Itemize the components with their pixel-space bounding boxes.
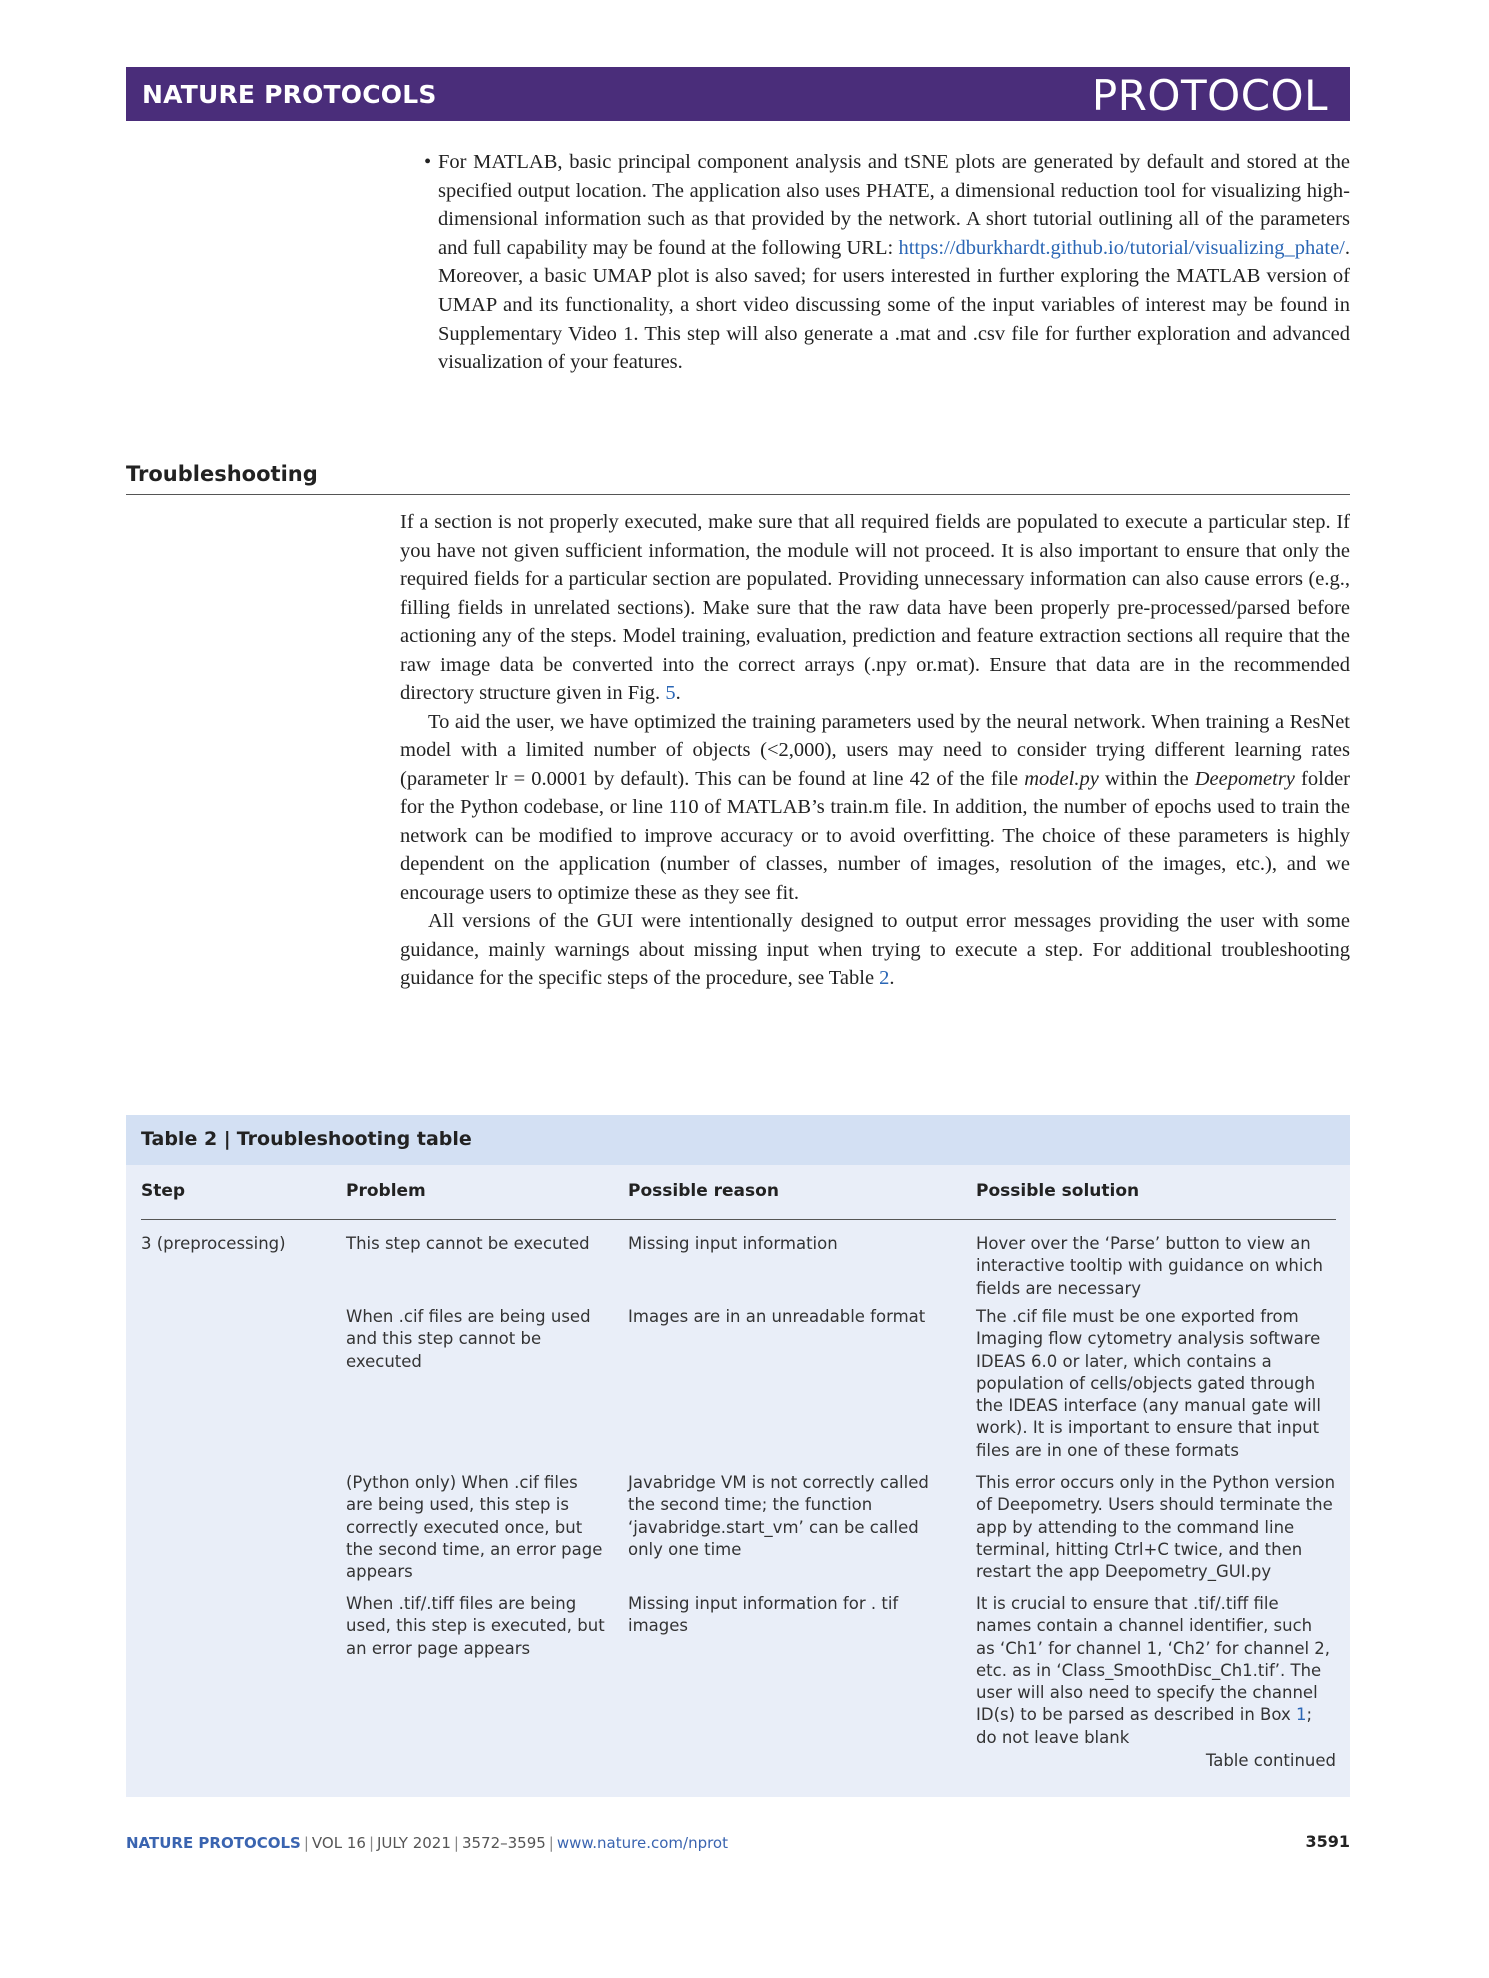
journal-name: NATURE PROTOCOLS (142, 80, 437, 109)
bullet-text-end: . Moreover, a basic UMAP plot is also saved; for users interested in further exploring the MATLAB version of UMAP and its functionality, a short video discussing some of the input variables of interest may be found in Supplementary Video 1. This step will also generate a .mat and .csv file for further exploration and advanced visualization of your features. (438, 236, 1350, 374)
troubleshooting-text (400, 508, 1350, 993)
file-name: model.py (1024, 767, 1099, 790)
column-header-step: Step (141, 1181, 186, 1201)
table-continued-note: Table continued (1205, 1751, 1336, 1770)
table-cell-solution: Hover over the ‘Parse’ button to view an interactive tooltip with guidance on which fields are necessary (976, 1234, 1323, 1298)
footer-journal: NATURE PROTOCOLS (126, 1834, 301, 1852)
section-title: Troubleshooting (126, 462, 318, 486)
table-ref-link[interactable]: 2 (879, 967, 890, 989)
table-header-rule (141, 1219, 1336, 1220)
table-cell-solution: This error occurs only in the Python version of Deepometry. Users should terminate the app by attending to the command line terminal, hitting Ctrl+C twice, and then restart the app Deepometry_GUI.py (976, 1473, 1336, 1582)
troubleshooting-table (126, 1115, 1350, 1797)
table-cell-reason: Images are in an unreadable format (628, 1307, 926, 1326)
table-cell-step: 3 (preprocessing) (141, 1234, 286, 1253)
table-cell-reason: Missing input information for . tif images (628, 1594, 899, 1636)
bullet-text-start: For MATLAB, basic principal component analysis and tSNE plots are generated by default and stored at the specified output location. The application also uses PHATE, a dimensional reduction tool for visualizing high-dimensional information such as that provided by the network. A short tutorial outlining all of the parameters and full capability may be found at the following URL: (438, 151, 1350, 259)
box-ref-link[interactable]: 1 (1295, 1705, 1307, 1725)
table-title: Troubleshooting table (236, 1128, 472, 1150)
table-cell-solution: The .cif file must be one exported from Imaging flow cytometry analysis software IDEAS 6.0 or later, which contains a population of cells/objects gated through the IDEAS interface (any manual gate will work). It is important to ensure that input files are in one of these formats (976, 1307, 1321, 1460)
table-cell-solution: It is crucial to ensure that .tif/.tiff file names contain a channel identifier, such as ‘Ch1’ for channel 1, ‘Ch2’ for channel 2, etc. as in ‘Class_SmoothDisc_Ch1.tif’. The user will also need to specify the channel ID(s) to be parsed as described in Box 1; do not leave blank (976, 1594, 1331, 1747)
table-cell-problem: (Python only) When .cif files are being used, this step is correctly executed once, but the second time, an error page appears (346, 1473, 603, 1582)
section-divider (126, 494, 1350, 495)
footer-date: JULY 2021 (377, 1834, 451, 1852)
column-header-solution: Possible solution (976, 1181, 1140, 1201)
page-footer: NATURE PROTOCOLS | VOL 16 | JULY 2021 | 3572–3595 | www.nature.com/nprot (126, 1834, 728, 1852)
folder-name: Deepometry (1194, 767, 1295, 790)
table-cell-problem: When .cif files are being used and this step cannot be executed (346, 1307, 591, 1371)
table-caption (126, 1115, 1350, 1165)
footer-url-link[interactable]: www.nature.com/nprot (556, 1834, 728, 1852)
table-cell-problem: This step cannot be executed (346, 1234, 590, 1253)
phate-tutorial-link[interactable]: https://dburkhardt.github.io/tutorial/visualizing_phate/ (898, 236, 1345, 259)
column-header-reason: Possible reason (628, 1181, 779, 1201)
figure-ref-link[interactable]: 5 (665, 682, 676, 704)
footer-volume: VOL 16 (311, 1834, 366, 1852)
table-cell-problem: When .tif/.tiff files are being used, this step is executed, but an error page appears (346, 1594, 605, 1658)
journal-header-bar (126, 67, 1350, 121)
table-cell-reason: Missing input information (628, 1234, 838, 1253)
table-label: Table 2 | (141, 1128, 231, 1150)
bullet-paragraph (424, 148, 1350, 377)
paragraph-3: All versions of the GUI were intentionally designed to output error messages providing the user with some guidance, mainly warnings about missing input when trying to execute a step. For additional troubleshooting guidance for the specific steps of the procedure, see Table 2. (400, 910, 1350, 989)
paragraph-2: To aid the user, we have optimized the training parameters used by the neural network. When training a ResNet model with a limited number of objects (<2,000), users may need to consider trying different learning rates (parameter lr = 0.0001 by default). This can be found at line 42 of the file model.py within the Deepometry folder for the Python codebase, or line 110 of MATLAB’s train.m file. In addition, the number of epochs used to train the network can be modified to improve accuracy or to avoid overfitting. The choice of these parameters is highly dependent on the application (number of classes, number of images, resolution of the images, etc.), and we encourage users to optimize these as they see fit. (400, 710, 1351, 904)
table-cell-reason: Javabridge VM is not correctly called the second time; the function ‘javabridge.start_vm’ can be called only one time (628, 1473, 929, 1559)
bullet-icon: • (424, 151, 432, 173)
footer-pages: 3572–3595 (461, 1834, 546, 1852)
page-number: 3591 (1305, 1832, 1350, 1851)
column-header-problem: Problem (346, 1181, 426, 1201)
paragraph-1: If a section is not properly executed, make sure that all required fields are populated to execute a particular step. If you have not given sufficient information, the module will not proceed. It is also important to ensure that only the required fields for a particular section are populated. Providing unnecessary information can also cause errors (e.g., filling fields in unrelated sections). Make sure that the raw data have been properly pre-processed/parsed before actioning any of the steps. Model training, evaluation, prediction and feature extraction sections all require that the raw image data be converted into the correct arrays (.npy or.mat). Ensure that data are in the recommended directory structure given in Fig. 5. (400, 511, 1350, 704)
article-type: PROTOCOL (1091, 71, 1328, 120)
